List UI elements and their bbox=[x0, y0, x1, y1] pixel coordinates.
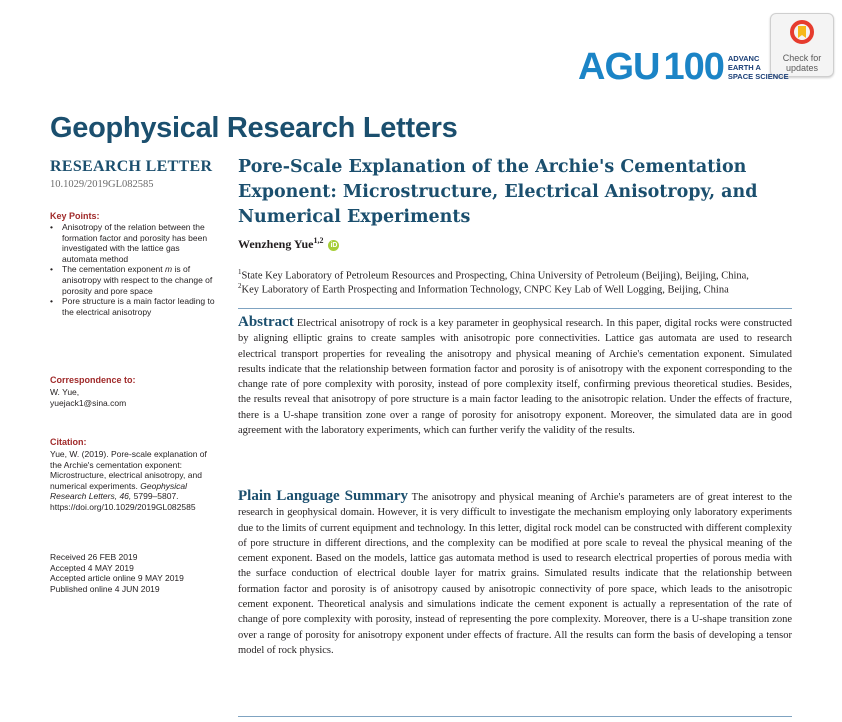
dates-block bbox=[50, 552, 184, 594]
orcid-icon[interactable]: iD bbox=[330, 241, 338, 249]
key-point: • Pore structure is a main factor leading to the electrical anisotropy bbox=[50, 296, 215, 317]
citation-text: Yue, W. (2019). Pore-scale explanation of the Archie's cementation exponent: Microstructure, electrical anisotropy, and numerical experiments. bbox=[50, 449, 207, 491]
plain-language-summary-heading: Plain Language Summary bbox=[238, 488, 408, 504]
key-point: • The cementation exponent m is of anisotropy with respect to the change of porosity and pore space bbox=[50, 264, 215, 296]
agu-logo-word: AGU bbox=[578, 46, 660, 88]
citation-block bbox=[50, 449, 210, 513]
bookmark-ring-icon bbox=[789, 20, 815, 46]
divider bbox=[238, 716, 792, 717]
abstract-heading: Abstract bbox=[238, 314, 294, 330]
date-accepted-online: Accepted article online 9 MAY 2019 bbox=[50, 573, 184, 584]
article-type-label: RESEARCH LETTER bbox=[50, 158, 213, 175]
citation-heading: Citation: bbox=[50, 437, 87, 447]
citation-pages[interactable]: 5799–5807. https://doi.org/10.1029/2019GL082585 bbox=[50, 491, 196, 512]
correspondence-email[interactable]: yuejack1@sina.com bbox=[50, 398, 127, 408]
agu-logo-tagline: ADVANC EARTH A SPACE SCIENCE bbox=[727, 53, 789, 81]
abstract-text: Electrical anisotropy of rock is a key parameter in geophysical research. In this paper, digital rocks were constructed by aligning elliptic grains to create samples with anisotropic pore connectivities. Lattice gas automata are used to research electrical transport properties for revealing the anisotropy and physical meaning of Archie's cementation exponent. Simulated results indicate that the relationship between formation factor and porosity is of anisotropy with the exponent corresponding to the change rate of pore complexity with porosity, instead of pore complexity itself, confirming previous theoretical studies. Besides, the results reveal that anisotropy of pore structure is a main factor leading to the anisotropic relation. Under the effects of fracture, there is a U-shape transition zone over a range of porosity for anisotropy exponent. Moreover, the simulated data are in good agreement with the laboratory experiments, which can further verify the validity of the results. bbox=[238, 318, 792, 437]
date-published: Published online 4 JUN 2019 bbox=[50, 583, 160, 594]
author-name[interactable]: Wenzheng Yue bbox=[238, 237, 314, 251]
key-points-heading: Key Points: bbox=[50, 211, 100, 221]
correspondence-name: W. Yue, bbox=[50, 387, 80, 397]
affiliation-2 bbox=[238, 279, 808, 298]
key-point: • Anisotropy of the relation between the formation factor and porosity has been investigated with the lattice gas automata method bbox=[50, 222, 215, 264]
article-title: Pore-Scale Explanation of the Archie's Cementation Exponent: Microstructure, Electrical Anisotropy, and Numerical Experiments bbox=[238, 157, 758, 227]
citation-journal: Geophysical Research Letters, 46, bbox=[50, 480, 188, 502]
plain-language-summary-text: The anisotropy and physical meaning of Archie's parameters are of great interest to the research in geophysical domain. However, it is very difficult to investigate the mechanism employing only laboratory experiments due to the limits of current equipment and technology. In this letter, digital rock model can be constructed with different complexity of pore structure in different directions, and the complexity can be modified at pore scale to reveal the physical meaning of the cement exponent. Based on the models, lattice gas automata method is used to research electrical properties of porous media with the surface conduction of electrical double layer for matrix grains. Simulated results indicate that the relationship between formation factor and porosity is of anisotropy caused by anisotropic connectivity of pore space, which leads to the anisotropic cement exponent. Theoretical analysis and simulations indicate the cement exponent is actually a representation of the rate of change of pore complexity with porosity, instead of representing the pore complexity. Moreover, there is a U-shape transition zone over a range of porosity for anisotropy exponent under effects of fracture. All the results can form the basis of developing a tensor model of rock physics. bbox=[238, 492, 792, 656]
plain-language-summary-section bbox=[238, 489, 792, 658]
date-received: Received 26 FEB 2019 bbox=[50, 552, 138, 562]
check-for-updates-label: Check for updates bbox=[782, 53, 822, 73]
journal-title: Geophysical Research Letters bbox=[50, 112, 458, 144]
abstract-section bbox=[238, 315, 792, 438]
affiliation-sup: 1 bbox=[238, 268, 242, 276]
author-line bbox=[238, 236, 339, 252]
agu-logo-number: 100 bbox=[663, 46, 724, 88]
agu-logo[interactable] bbox=[578, 47, 789, 87]
doi[interactable]: 10.1029/2019GL082585 bbox=[50, 179, 154, 190]
divider bbox=[238, 308, 792, 309]
date-accepted: Accepted 4 MAY 2019 bbox=[50, 562, 134, 573]
key-points-list bbox=[50, 222, 215, 317]
affiliation-sup: 2 bbox=[238, 282, 242, 290]
affiliation-text: Key Laboratory of Earth Prospecting and Information Technology, CNPC Key Lab of Well Logging, Beijing, China bbox=[241, 284, 729, 296]
author-affiliation-sup: 1,2 bbox=[313, 236, 324, 245]
correspondence-heading: Correspondence to: bbox=[50, 375, 136, 385]
affiliation-text: State Key Laboratory of Petroleum Resources and Prospecting, China University of Petroleum (Beijing), Beijing, China, bbox=[241, 270, 749, 282]
